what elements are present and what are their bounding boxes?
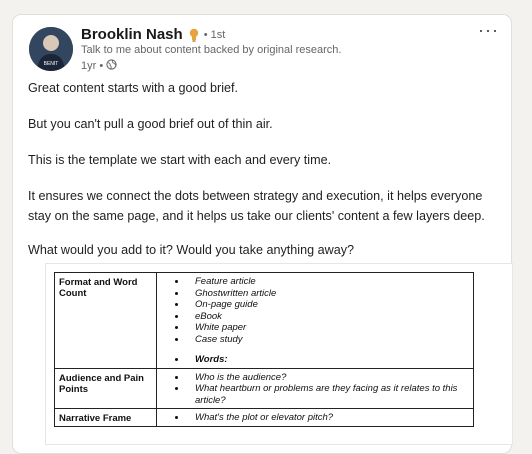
- list-item: • Who is the audience?: [187, 372, 469, 384]
- lightbulb-icon: [189, 28, 199, 42]
- row-items: [157, 368, 474, 409]
- svg-text:BENIT: BENIT: [43, 61, 59, 67]
- author-headline: Talk to me about content backed by original research.: [81, 44, 342, 56]
- brief-table: [54, 272, 474, 427]
- post-paragraph: It ensures we connect the dots between strategy and execution, it helps everyone stay on the same page, and it helps us take our clients' content a few layers deep.: [28, 189, 485, 223]
- list-item: • eBook: [187, 311, 469, 323]
- more-options-icon[interactable]: ···: [478, 20, 499, 40]
- post-image-brief-template[interactable]: [45, 263, 513, 445]
- list-item: • What heartburn or problems are they facing as it relates to this article?: [187, 383, 469, 406]
- table-row: [55, 273, 474, 369]
- row-label: Format and Word Count: [55, 273, 157, 369]
- table-row: [55, 409, 474, 427]
- row-label: Audience and Pain Points: [55, 368, 157, 409]
- list-item: • Words:: [187, 354, 469, 366]
- list-item: • On-page guide: [187, 299, 469, 311]
- row-label: Narrative Frame: [55, 409, 157, 427]
- author-avatar[interactable]: [29, 27, 73, 71]
- post-paragraph: What would you add to it? Would you take anything away?: [28, 243, 355, 257]
- table-row: [55, 368, 474, 409]
- list-item: • What's the plot or elevator pitch?: [187, 412, 469, 424]
- post-paragraph: This is the template we start with each and every time.: [28, 153, 332, 167]
- list-item: • Feature article: [187, 276, 469, 288]
- list-item: • White paper: [187, 322, 469, 334]
- post-paragraph: But you can't pull a good brief out of thin air.: [28, 117, 273, 131]
- author-name[interactable]: Brooklin Nash: [81, 26, 183, 43]
- row-items: [157, 273, 474, 369]
- list-item: • Case study: [187, 334, 469, 346]
- post-paragraph: Great content starts with a good brief.: [28, 81, 239, 95]
- row-items: [157, 409, 474, 427]
- globe-icon: [106, 59, 117, 73]
- connection-degree: • 1st: [203, 28, 226, 41]
- list-item: • Ghostwritten article: [187, 288, 469, 300]
- post-time: 1yr •: [81, 60, 104, 72]
